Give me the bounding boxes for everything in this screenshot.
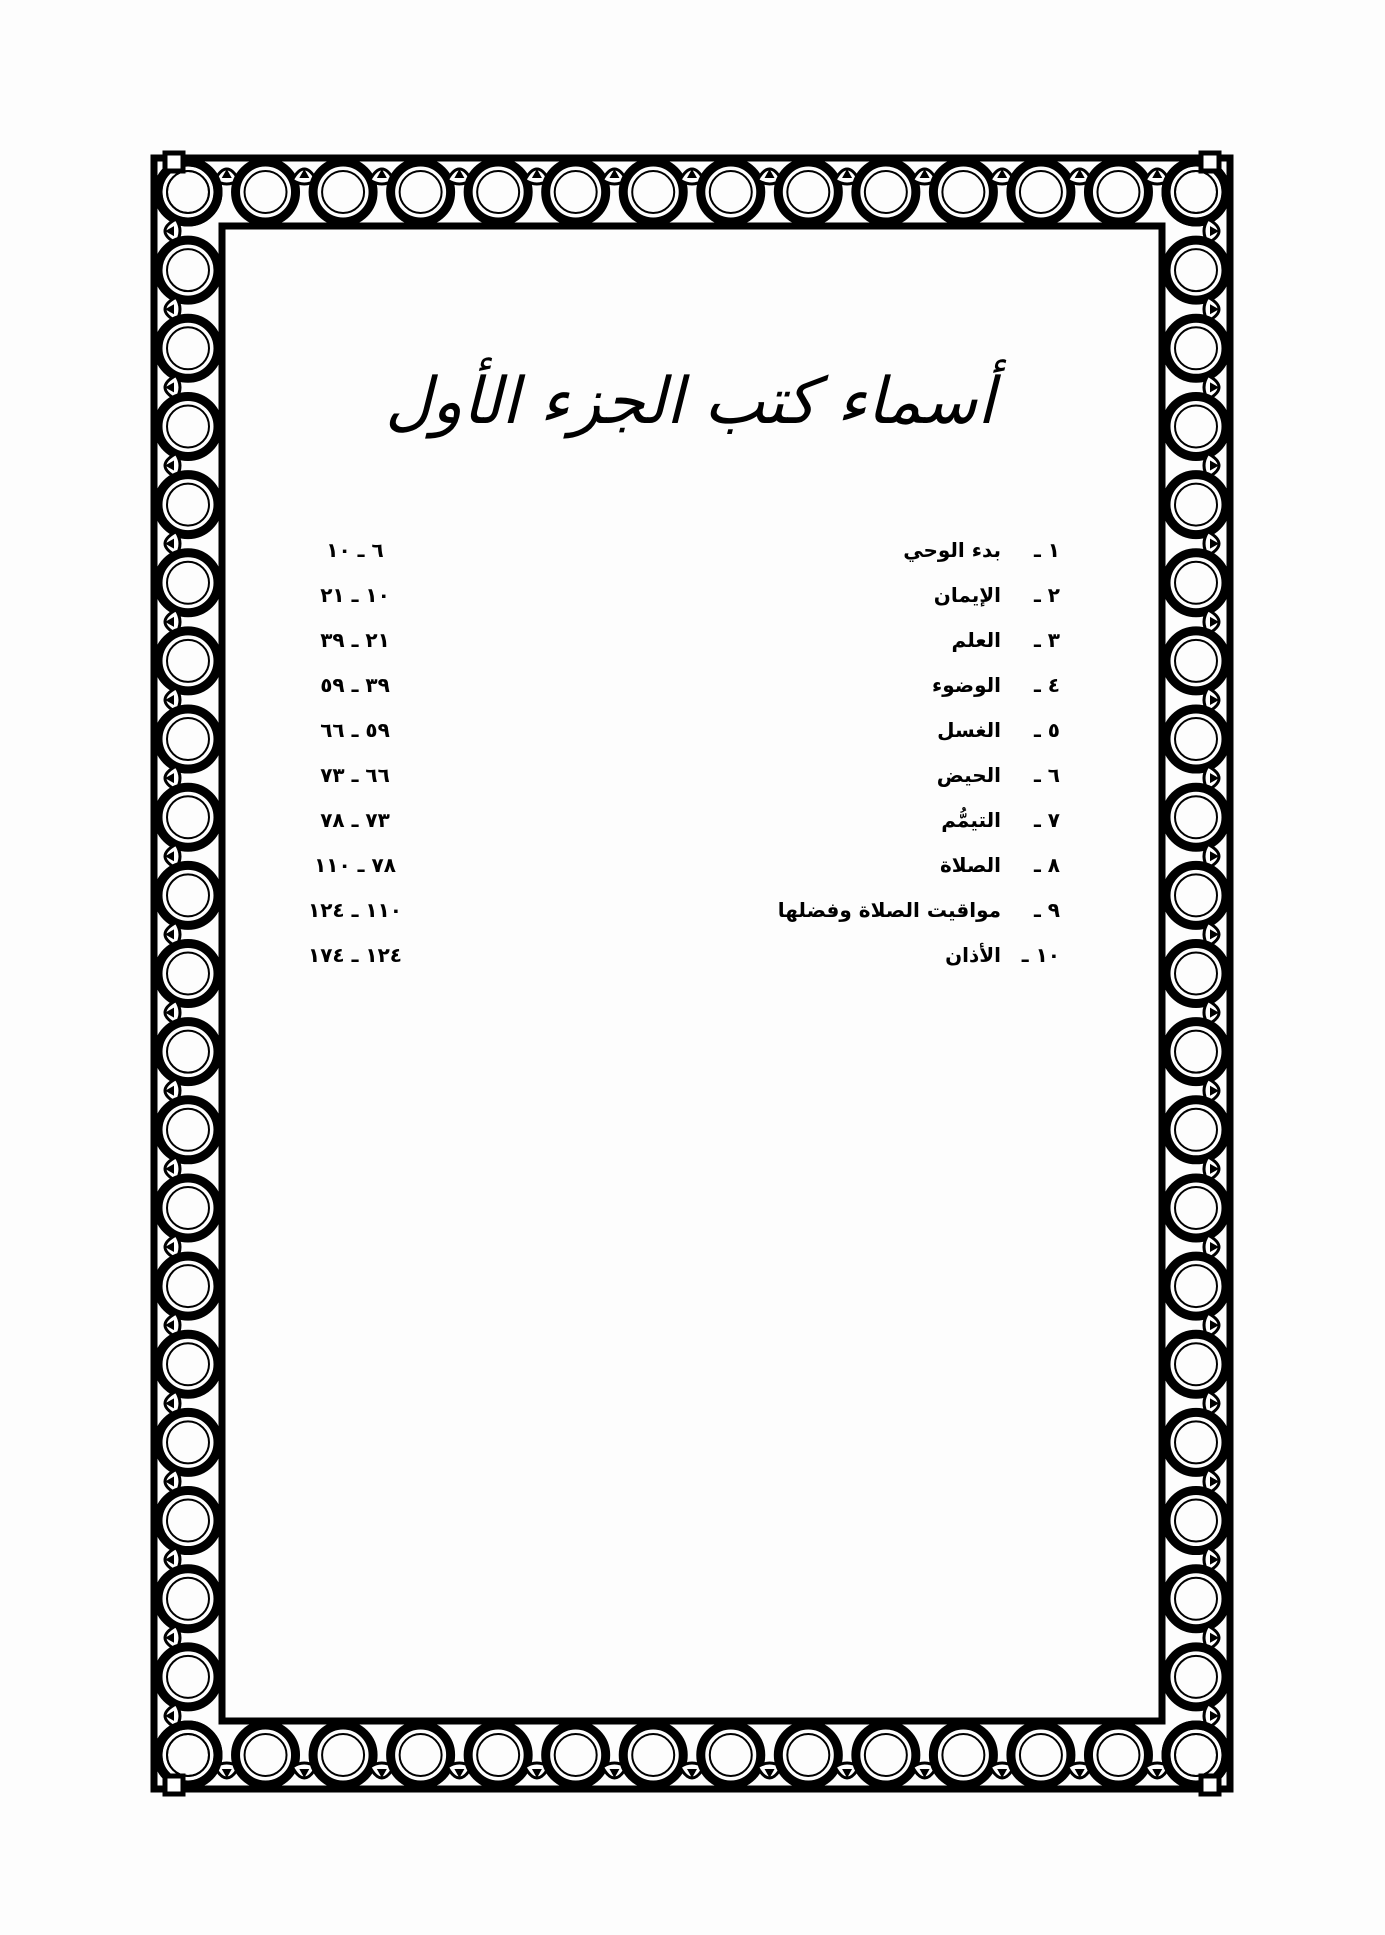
border-ring-inner <box>1175 953 1217 995</box>
border-ring-inner <box>167 171 209 213</box>
border-ring-inner <box>1175 640 1217 682</box>
toc-number: ٦ ـ <box>1033 763 1060 787</box>
border-ring-inner <box>245 1734 287 1776</box>
toc-pages: ٣٩ ـ ٥٩ <box>320 673 390 697</box>
toc-entry <box>952 618 1060 663</box>
border-ring-inner <box>1175 718 1217 760</box>
toc-pages: ٢١ ـ ٣٩ <box>320 628 390 652</box>
toc-pages: ١٢٤ ـ ١٧٤ <box>307 943 402 967</box>
border-ring-inner <box>167 1343 209 1385</box>
border-ring-inner <box>167 1578 209 1620</box>
toc-row <box>300 528 1060 573</box>
toc-entry <box>932 663 1060 708</box>
toc-title: الحيض <box>936 763 1002 787</box>
toc-row <box>300 573 1060 618</box>
page-title: أسماء كتب الجزء الأول <box>385 365 995 439</box>
toc-row <box>300 843 1060 888</box>
toc-pages: ١١٠ ـ ١٢٤ <box>307 898 402 922</box>
border-ring-inner <box>167 405 209 447</box>
table-of-contents <box>300 528 1060 978</box>
border-ring-inner <box>1175 874 1217 916</box>
toc-entry <box>934 573 1060 618</box>
border-ring-inner <box>1175 1265 1217 1307</box>
toc-number: ٥ ـ <box>1033 718 1060 742</box>
border-ring-inner <box>632 171 674 213</box>
border-ring-inner <box>1020 1734 1062 1776</box>
border-ring-inner <box>167 484 209 526</box>
border-ring-inner <box>942 171 984 213</box>
corner-square-icon <box>1201 153 1219 171</box>
border-ring-inner <box>245 171 287 213</box>
toc-row <box>300 888 1060 933</box>
border-ring-inner <box>1175 796 1217 838</box>
toc-entry <box>940 843 1060 888</box>
toc-pages: ٧٣ ـ ٧٨ <box>320 808 390 832</box>
border-ring-inner <box>400 171 442 213</box>
border-ring-inner <box>322 171 364 213</box>
toc-row <box>300 753 1060 798</box>
border-ring-inner <box>1175 1031 1217 1073</box>
border-ring-inner <box>1175 1578 1217 1620</box>
toc-number: ١ ـ <box>1033 538 1060 562</box>
border-ring-inner <box>865 171 907 213</box>
border-ring-inner <box>787 171 829 213</box>
border-ring-inner <box>167 640 209 682</box>
border-ring-inner <box>167 796 209 838</box>
corner-square-icon <box>1201 1776 1219 1794</box>
toc-number: ٩ ـ <box>1033 898 1060 922</box>
border-ring-inner <box>555 1734 597 1776</box>
border-ring-inner <box>167 718 209 760</box>
border-ring-inner <box>167 249 209 291</box>
border-ring-inner <box>1175 1109 1217 1151</box>
border-ring-inner <box>1097 1734 1139 1776</box>
border-ring-inner <box>1175 1656 1217 1698</box>
border-ring-inner <box>1175 484 1217 526</box>
border-ring-inner <box>1175 171 1217 213</box>
toc-entry <box>945 933 1060 978</box>
border-ring-inner <box>167 1656 209 1698</box>
toc-pages: ٧٨ ـ ١١٠ <box>314 853 396 877</box>
border-ring-inner <box>167 1421 209 1463</box>
toc-pages: ١٠ ـ ٢١ <box>320 583 390 607</box>
border-ring-inner <box>632 1734 674 1776</box>
border-ring-inner <box>167 1109 209 1151</box>
border-ring-inner <box>167 327 209 369</box>
border-ring-inner <box>167 1734 209 1776</box>
border-ring-inner <box>167 953 209 995</box>
border-ring-inner <box>167 1500 209 1542</box>
border-ring-inner <box>1020 171 1062 213</box>
border-ring-inner <box>1175 1187 1217 1229</box>
border-ring-inner <box>1175 1343 1217 1385</box>
border-ring-inner <box>1175 1500 1217 1542</box>
toc-entry <box>778 888 1060 933</box>
toc-title: الغسل <box>937 718 1002 742</box>
toc-row <box>300 663 1060 708</box>
border-ring-inner <box>477 1734 519 1776</box>
border-ring-inner <box>1097 171 1139 213</box>
corner-square-icon <box>165 153 183 171</box>
toc-title: التيمُّم <box>941 808 1002 832</box>
border-ring-inner <box>555 171 597 213</box>
toc-row <box>300 708 1060 753</box>
corner-square-icon <box>165 1776 183 1794</box>
toc-entry <box>937 753 1060 798</box>
toc-title: الإيمان <box>933 583 1002 607</box>
toc-title: العلم <box>951 628 1002 652</box>
border-ring-inner <box>710 1734 752 1776</box>
border-ring-inner <box>942 1734 984 1776</box>
toc-number: ٣ ـ <box>1033 628 1060 652</box>
toc-title: الوضوء <box>932 673 1002 697</box>
border-ring-inner <box>167 1031 209 1073</box>
border-ring-inner <box>477 171 519 213</box>
toc-row <box>300 798 1060 843</box>
border-ring-inner <box>865 1734 907 1776</box>
toc-number: ٢ ـ <box>1033 583 1060 607</box>
border-ring-inner <box>1175 405 1217 447</box>
border-ring-inner <box>322 1734 364 1776</box>
toc-title: الأذان <box>945 943 1002 967</box>
border-ring-inner <box>1175 327 1217 369</box>
toc-title: الصلاة <box>939 853 1002 877</box>
toc-row <box>300 933 1060 978</box>
toc-entry <box>941 798 1060 843</box>
toc-pages: ٦٦ ـ ٧٣ <box>320 763 390 787</box>
border-ring-inner <box>1175 1734 1217 1776</box>
toc-number: ٤ ـ <box>1033 673 1060 697</box>
toc-number: ١٠ ـ <box>1021 943 1060 967</box>
toc-number: ٨ ـ <box>1033 853 1060 877</box>
toc-title: بدء الوحي <box>903 538 1002 562</box>
toc-number: ٧ ـ <box>1033 808 1060 832</box>
border-ring-inner <box>1175 249 1217 291</box>
border-ring-inner <box>1175 562 1217 604</box>
toc-row <box>300 618 1060 663</box>
border-ring-inner <box>400 1734 442 1776</box>
border-ring-inner <box>167 562 209 604</box>
toc-title: مواقيت الصلاة وفضلها <box>777 898 1002 922</box>
border-ring-inner <box>167 1265 209 1307</box>
border-ring-inner <box>787 1734 829 1776</box>
border-ring-inner <box>167 1187 209 1229</box>
toc-pages: ٦ ـ ١٠ <box>326 538 384 562</box>
border-ring-inner <box>710 171 752 213</box>
border-ring-inner <box>1175 1421 1217 1463</box>
border-ring-inner <box>167 874 209 916</box>
toc-entry <box>903 528 1060 573</box>
toc-entry <box>937 708 1060 753</box>
toc-pages: ٥٩ ـ ٦٦ <box>320 718 390 742</box>
